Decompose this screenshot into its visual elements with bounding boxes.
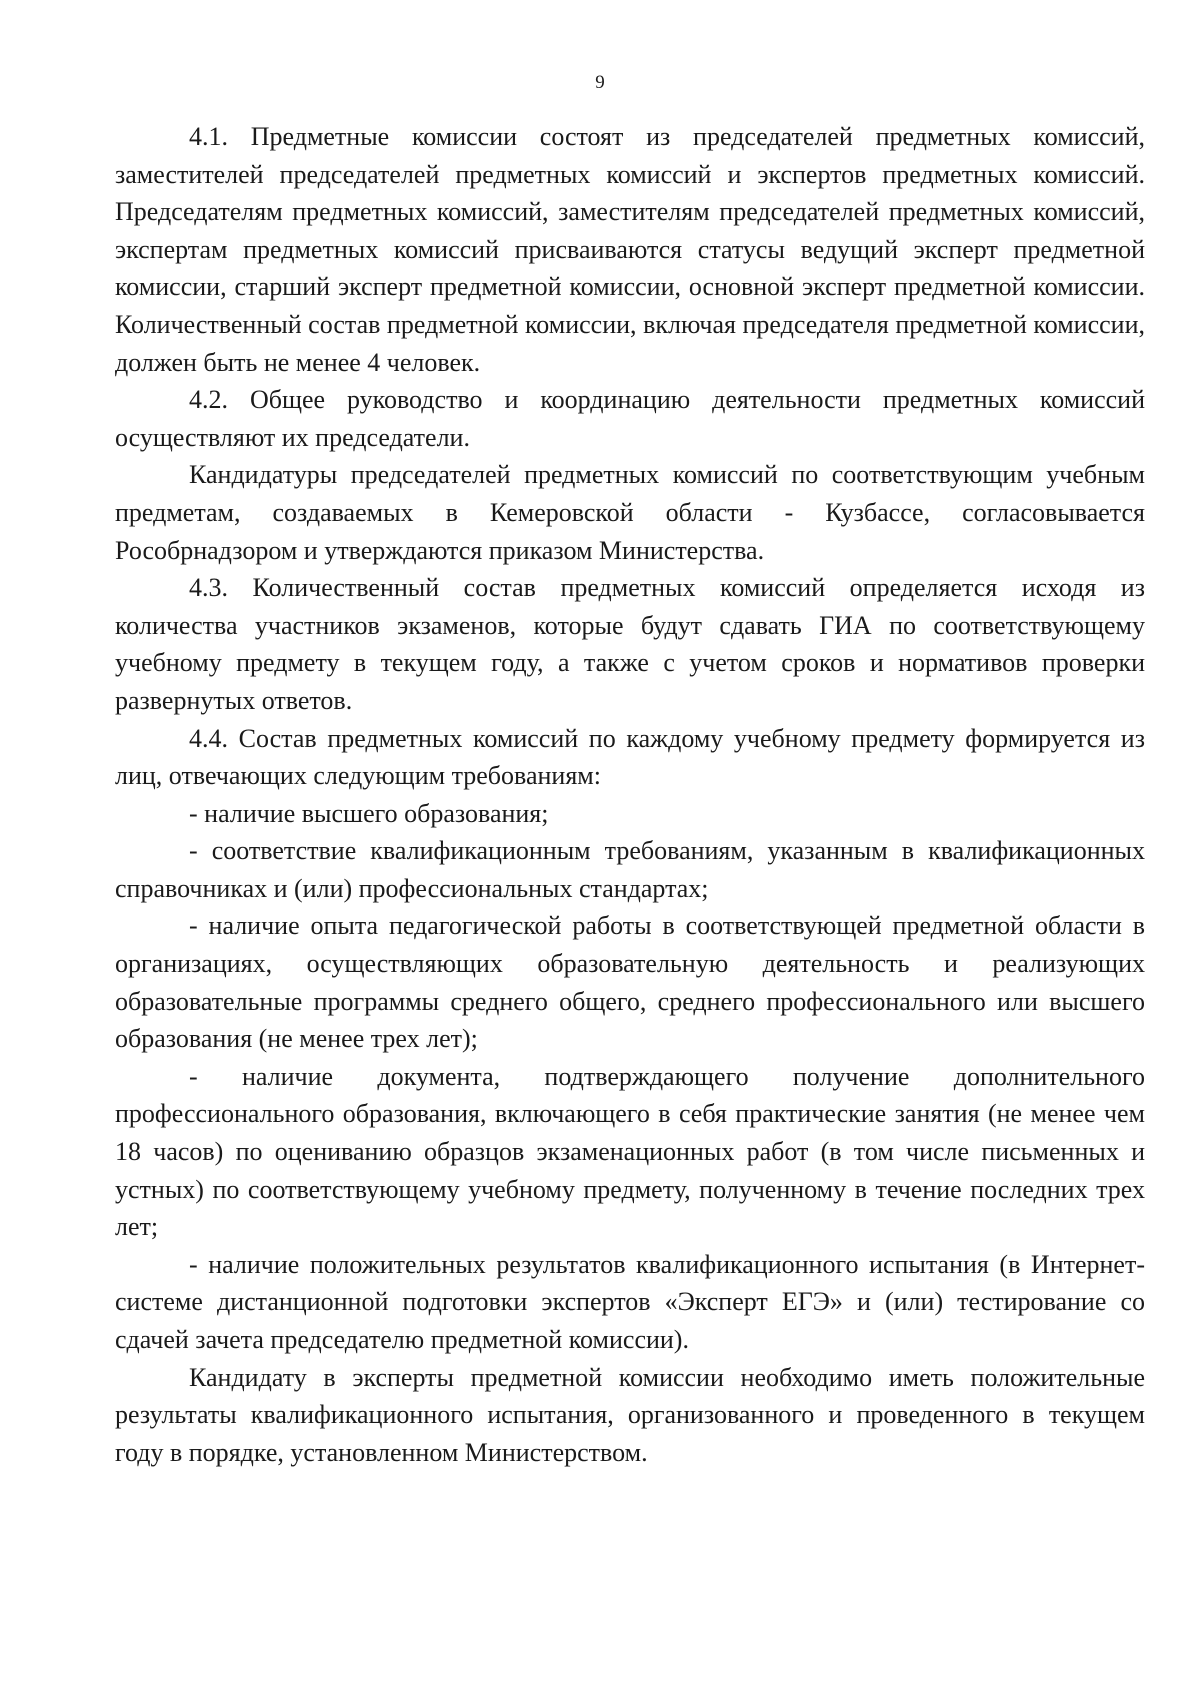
paragraph-4-4: 4.4. Состав предметных комиссий по каждому учебному предмету формируется из лиц, отвечающих следующим требованиям: xyxy=(115,723,1145,791)
requirement-teaching-experience: - наличие опыта педагогической работы в соответствующей предметной области в организациях, осуществляющих образовательную деятельность и реализующих образовательные программы среднего общего, среднего профессионального или высшего образования (не менее трех лет); xyxy=(115,911,1145,1054)
document-body xyxy=(115,118,1145,1471)
paragraph-expert-candidate: Кандидату в эксперты предметной комиссии необходимо иметь положительные результаты квалификационного испытания, организованного и проведенного в текущем году в порядке, установленном Министерством. xyxy=(115,1362,1145,1467)
requirement-higher-education: - наличие высшего образования; xyxy=(189,798,549,828)
paragraph-4-1: 4.1. Предметные комиссии состоят из председателей предметных комиссий, заместителей председателей предметных комиссий и экспертов предметных комиссий. Председателям предметных комиссий, заместителям председателей предметных комиссий, экспертам предметных комиссий присваиваются статусы ведущий эксперт предметной комиссии, старший эксперт предметной комиссии, основной эксперт предметной комиссии. Количественный состав предметной комиссии, включая председателя предметной комиссии, должен быть не менее 4 человек. xyxy=(115,122,1145,377)
requirement-additional-education: - наличие документа, подтверждающего получение дополнительного профессионального образования, включающего в себя практические занятия (не менее чем 18 часов) по оцениванию образцов экзаменационных работ (в том числе письменных и устных) по соответствующему учебному предмету, полученному в течение последних трех лет; xyxy=(115,1061,1145,1242)
paragraph-4-3: 4.3. Количественный состав предметных комиссий определяется исходя из количества участников экзаменов, которые будут сдавать ГИА по соответствующему учебному предмету в текущем году, а также с учетом сроков и нормативов проверки развернутых ответов. xyxy=(115,573,1145,715)
paragraph-chair-candidates: Кандидатуры председателей предметных комиссий по соответствующим учебным предметам, создаваемых в Кемеровской области - Кузбассе, согласовывается Рособрнадзором и утверждаются приказом Министерства. xyxy=(115,460,1145,565)
paragraph-4-2: 4.2. Общее руководство и координацию деятельности предметных комиссий осуществляют их председатели. xyxy=(115,385,1145,452)
requirement-qualification-test: - наличие положительных результатов квалификационного испытания (в Интернет-системе дистанционной подготовки экспертов «Эксперт ЕГЭ» и (или) тестирование со сдачей зачета председателю предметной комиссии). xyxy=(115,1249,1145,1354)
page-number: 9 xyxy=(595,72,605,93)
requirement-qualification: - соответствие квалификационным требованиям, указанным в квалификационных справочниках и (или) профессиональных стандартах; xyxy=(115,836,1145,903)
